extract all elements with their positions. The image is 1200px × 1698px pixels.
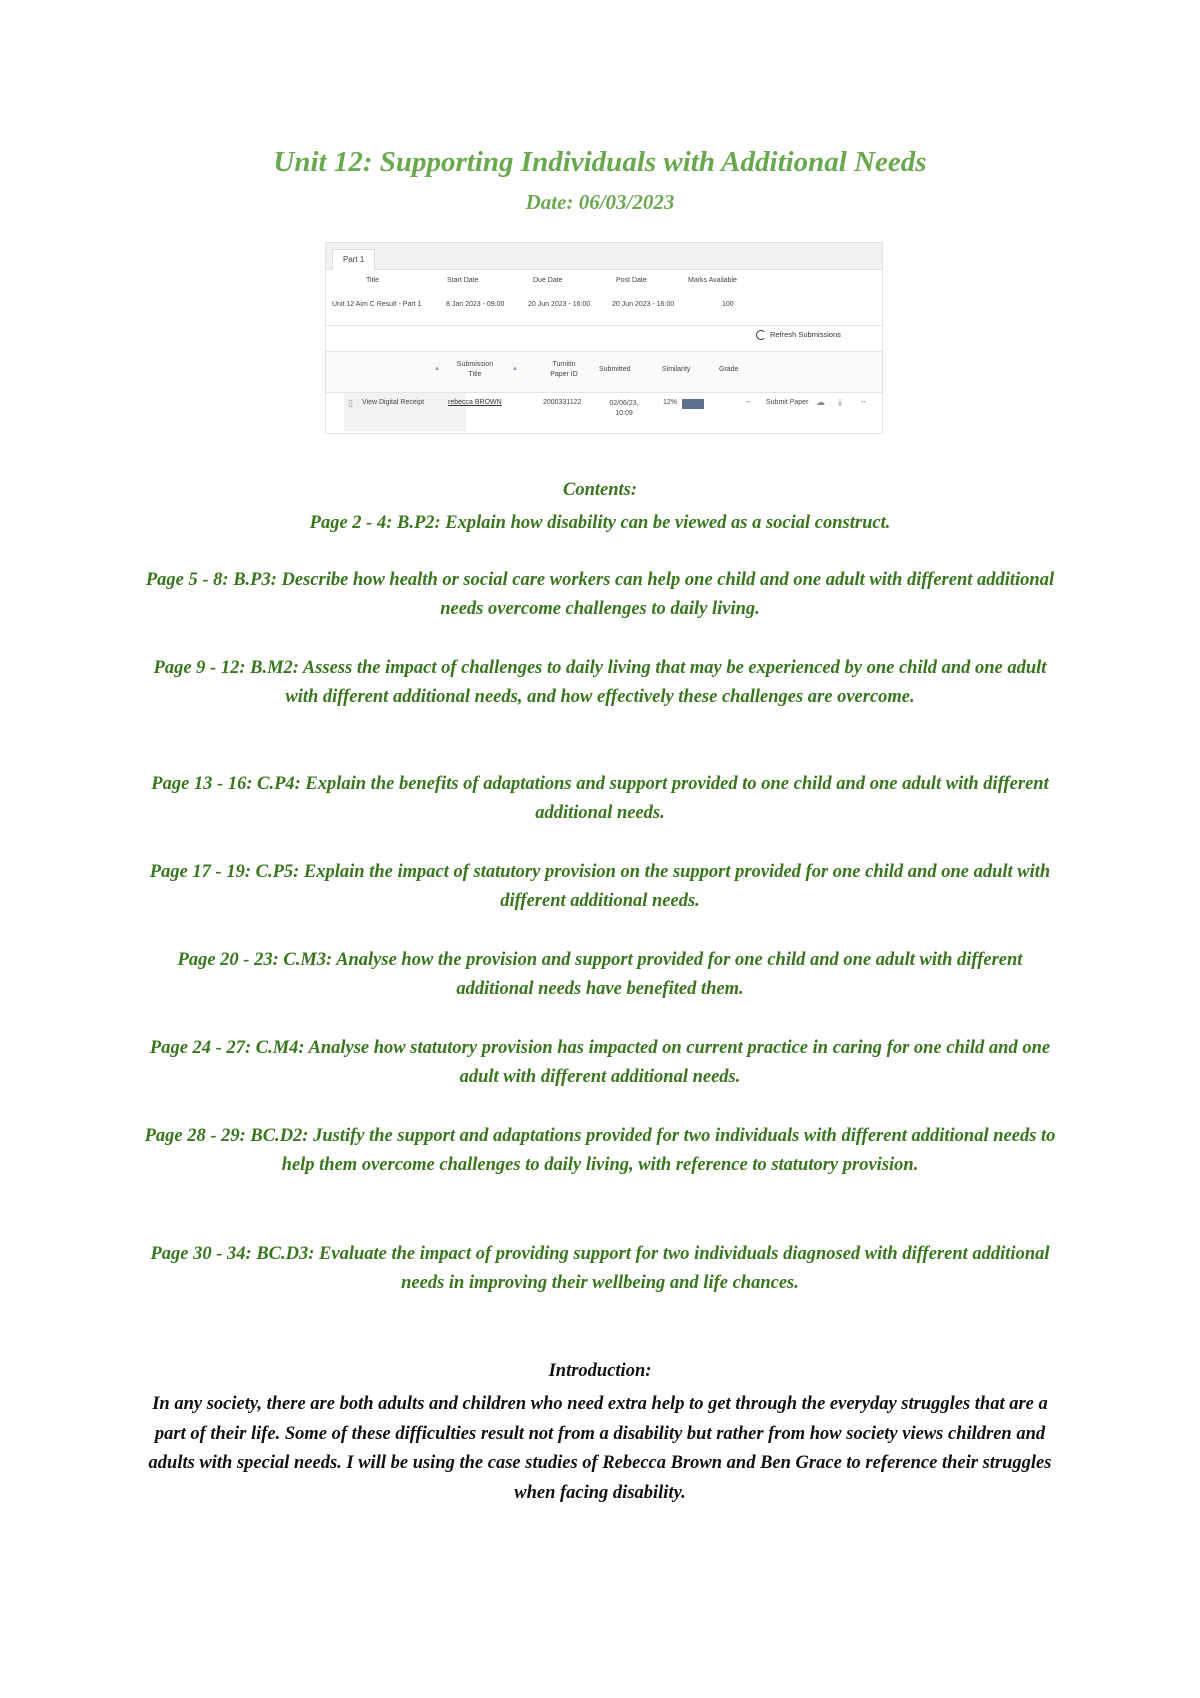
submission-header-grade: Grade	[719, 366, 739, 373]
introduction-body: In any society, there are both adults and children who need extra help to get through the everyday struggles that are a part of their life. Some of these difficulties result not from a disability but rather from how society views children and adults with special needs. I will be using the case studies of Rebecca Brown and Ben Grace to reference their struggles when facing disability.	[148, 1394, 1052, 1503]
sort-arrow-icon: ▲	[434, 366, 440, 372]
document-icon: ▯	[348, 398, 353, 408]
assignment-header-start: Start Date	[447, 277, 479, 284]
introduction-heading: Introduction:	[548, 1361, 652, 1381]
contents-item: Page 20 - 23: C.M3: Analyse how the provision and support provided for one child and one adult with different additional needs have benefited them.	[177, 950, 1023, 999]
submission-header	[326, 351, 882, 393]
tab-bar	[326, 243, 882, 270]
assignment-marks: 100	[722, 301, 734, 308]
trailing-dash: --	[861, 399, 866, 406]
submission-header-title: Submission Title	[456, 361, 494, 378]
contents-item: Page 2 - 4: B.P2: Explain how disability can be viewed as a social construct.	[309, 513, 891, 533]
submitted-date: 02/06/23, 10:09	[609, 400, 639, 417]
submission-header-similarity: Similarity	[662, 366, 691, 373]
refresh-label: Refresh Submissions	[770, 330, 841, 339]
contents-item: Page 5 - 8: B.P3: Describe how health or social care workers can help one child and one adult with different additional needs overcome challenges to daily living.	[145, 570, 1055, 619]
assignment-due: 20 Jun 2023 - 16:00	[528, 301, 591, 308]
turnitin-screenshot	[325, 242, 883, 434]
similarity-bar	[682, 399, 704, 409]
contents-heading: Contents:	[562, 480, 638, 500]
submit-paper-link: Submit Paper	[766, 399, 809, 406]
similarity-value: 12%	[663, 399, 678, 406]
assignment-table	[326, 273, 882, 326]
contents-item: Page 24 - 27: C.M4: Analyse how statutory provision has impacted on current practice in caring for one child and one adult with different additional needs.	[149, 1038, 1051, 1087]
download-icon: ⤓	[838, 397, 842, 407]
digital-receipt-link: View Digital Receipt	[362, 399, 425, 406]
contents-item: Page 30 - 34: BC.D3: Evaluate the impact of providing support for two individuals diagnosed with different additional needs in improving their wellbeing and life chances.	[150, 1244, 1050, 1293]
contents-item: Page 28 - 29: BC.D2: Justify the support and adaptations provided for two individuals with different additional needs to help them overcome challenges to daily living, with reference to statutory provision.	[144, 1126, 1056, 1175]
document-title: Unit 12: Supporting Individuals with Additional Needs	[273, 146, 927, 178]
paper-id: 2000331122	[543, 399, 582, 406]
contents-item: Page 9 - 12: B.M2: Assess the impact of challenges to daily living that may be experienced by one child and one adult with different additional needs, and how effectively these challenges are overcome.	[153, 658, 1047, 707]
refresh-submissions-button	[756, 327, 841, 343]
assignment-header-post: Post Date	[616, 277, 647, 284]
grade-value: --	[746, 399, 751, 406]
assignment-title: Unit 12 Aim C Result - Part 1	[332, 301, 422, 308]
document-date: Date: 06/03/2023	[525, 190, 675, 214]
tab-part-1: Part 1	[332, 249, 375, 270]
submission-header-submitted: Submitted	[599, 366, 631, 373]
refresh-icon	[756, 330, 766, 340]
sort-arrow-icon: ▲	[512, 366, 518, 372]
assignment-post: 20 Jun 2023 - 16:00	[612, 301, 675, 308]
contents-item: Page 17 - 19: C.P5: Explain the impact of statutory provision on the support provided for one child and one adult with different additional needs.	[149, 862, 1051, 911]
submission-title-link: rebecca BROWN	[448, 399, 502, 406]
upload-icon: ☁	[816, 397, 825, 407]
assignment-start: 8 Jan 2023 - 09:00	[446, 301, 505, 308]
submission-header-paper-id: Turnitin Paper ID	[550, 361, 578, 378]
submission-row	[326, 393, 882, 431]
contents-item: Page 13 - 16: C.P4: Explain the benefits of adaptations and support provided to one child and one adult with different additional needs.	[151, 774, 1049, 823]
assignment-header-due: Due Date	[533, 277, 563, 284]
assignment-header-title: Title	[366, 277, 379, 284]
assignment-header-marks: Marks Available	[688, 277, 737, 284]
